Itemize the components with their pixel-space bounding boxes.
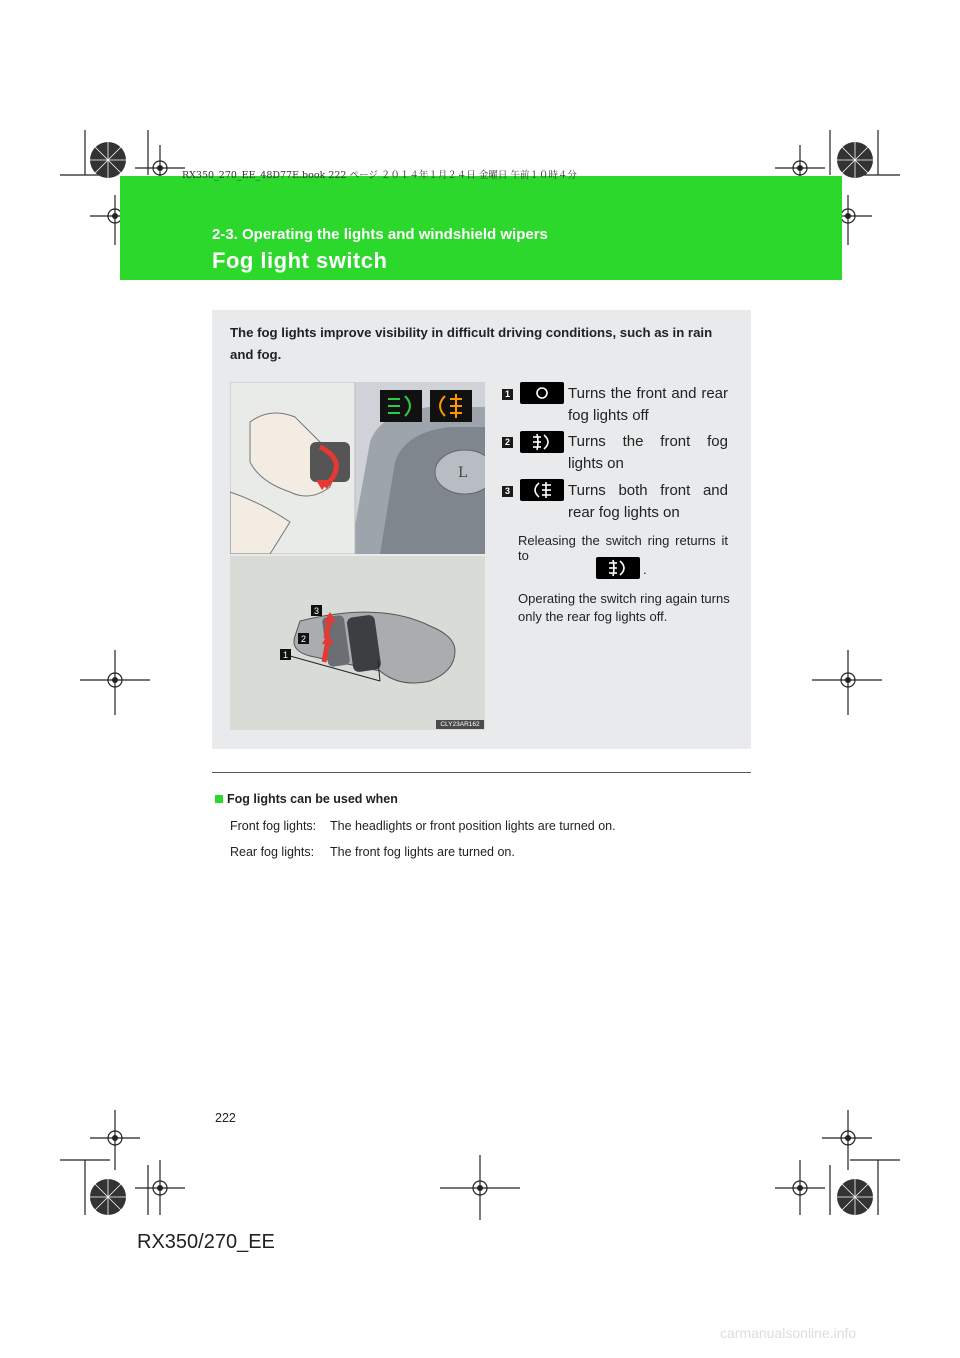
- legend-text: Turns the front and rear fog lights off: [568, 385, 728, 424]
- legend-number: 1: [502, 389, 513, 400]
- model-code: RX350/270_EE: [137, 1231, 275, 1253]
- page-number: 222: [215, 1111, 236, 1125]
- off-icon: [520, 382, 564, 404]
- operate-note: Operating the switch ring again turns only the rear fog lights off.: [518, 591, 730, 624]
- front-fog-icon: [520, 431, 564, 453]
- figure-code: CLY23AR162: [436, 720, 484, 729]
- page-title: Fog light switch: [212, 248, 388, 273]
- svg-text:2: 2: [301, 634, 307, 644]
- legend-text: Turns the front fog lights on: [568, 433, 728, 472]
- front-fog-icon: [596, 557, 640, 579]
- section-title: 2-3. Operating the lights and windshield wipers: [212, 226, 548, 243]
- watermark[interactable]: carmanualsonline.info: [720, 1325, 857, 1341]
- legend-number: 2: [502, 437, 513, 448]
- can-use-heading-text: Fog lights can be used when: [227, 792, 398, 806]
- rear-fog-icon: [520, 479, 564, 501]
- switch-lever-illustration: [230, 556, 485, 730]
- front-fog-label: Front fog lights:: [230, 819, 317, 833]
- legend-text: Turns both front and rear fog lights on: [568, 482, 728, 521]
- release-note-end: .: [643, 562, 647, 577]
- can-use-heading: [215, 792, 398, 806]
- intro-text: The fog lights improve visibility in difficult driving conditions, such as in rain and fog.: [230, 325, 713, 362]
- rear-fog-label: Rear fog lights:: [230, 845, 315, 859]
- bullet-square-icon: [215, 795, 223, 803]
- file-info-line: RX350_270_EE_48D77E.book 222 ページ ２０１４年１月２４日 金曜日 午前１０時４分: [182, 170, 577, 181]
- release-note-text: Releasing the switch ring returns it to: [518, 533, 728, 563]
- front-fog-condition: The headlights or front position lights are turned on.: [330, 819, 616, 833]
- svg-text:1: 1: [283, 650, 289, 660]
- divider: [212, 772, 751, 773]
- legend-number: 3: [502, 486, 513, 497]
- svg-text:3: 3: [314, 606, 320, 616]
- dashboard-illustration: [230, 382, 485, 554]
- svg-text:L: L: [458, 465, 468, 481]
- rear-fog-condition: The front fog lights are turned on.: [330, 845, 515, 859]
